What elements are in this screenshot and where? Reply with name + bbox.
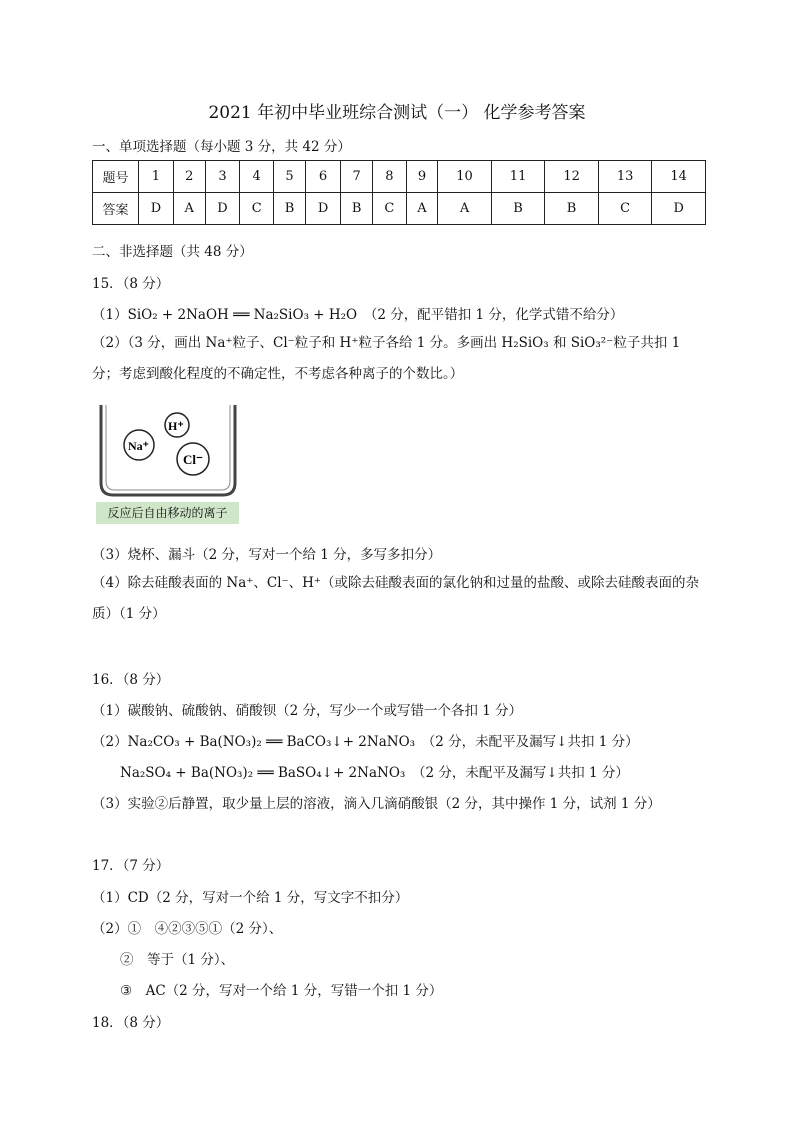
- q15-part4: （4）除去硅酸表面的 Na⁺、Cl⁻、H⁺（或除去硅酸表面的氯化钠和过量的盐酸、或除去硅酸表面的杂质）（1 分）: [92, 575, 700, 622]
- number-row: [93, 161, 706, 193]
- table-cell: 5: [273, 161, 305, 193]
- hydrogen-ion-label: H⁺: [168, 419, 184, 433]
- table-cell: D: [205, 193, 240, 225]
- row-label: 题号: [93, 161, 139, 193]
- table-cell: 7: [340, 161, 372, 193]
- sodium-ion-label: Na⁺: [128, 439, 149, 453]
- q17-part1: （1）CD（2 分，写对一个给 1 分，写文字不扣分）: [92, 890, 409, 906]
- table-cell: B: [491, 193, 545, 225]
- table-cell: 8: [373, 161, 406, 193]
- beaker-caption: 反应后自由移动的离子: [96, 502, 239, 524]
- q15-part3: （3）烧杯、漏斗（2 分，写对一个给 1 分，多写多扣分）: [92, 547, 442, 563]
- q15-part1: （1）SiO₂ + 2NaOH ══ Na₂SiO₃ + H₂O （2 分，配平错扣 1 分，化学式错不给分）: [92, 307, 624, 323]
- table-cell: A: [438, 193, 492, 225]
- table-cell: 4: [240, 161, 273, 193]
- q17-heading: 17．（7 分）: [92, 858, 170, 874]
- table-cell: 12: [545, 161, 599, 193]
- table-cell: 3: [205, 161, 240, 193]
- table-cell: 9: [406, 161, 438, 193]
- table-cell: A: [173, 193, 205, 225]
- table-cell: C: [373, 193, 406, 225]
- q16-part2b: Na₂SO₄ + Ba(NO₃)₂ ══ BaSO₄↓+ 2NaNO₃ （2 分，未配平及漏写↓共扣 1 分）: [120, 765, 629, 781]
- table-cell: B: [273, 193, 305, 225]
- page-title: 2021 年初中毕业班综合测试（一） 化学参考答案: [208, 103, 586, 123]
- q16-part1: （1）碳酸钠、硫酸钠、硝酸钡（2 分，写少一个或写错一个各扣 1 分）: [92, 703, 523, 719]
- q16-part3: （3）实验②后静置，取少量上层的溶液，滴入几滴硝酸银（2 分，其中操作 1 分，试剂 1 分）: [92, 796, 661, 812]
- table-cell: B: [545, 193, 599, 225]
- q18-heading: 18．（8 分）: [92, 1015, 170, 1031]
- table-cell: D: [139, 193, 174, 225]
- table-cell: 13: [598, 161, 652, 193]
- table-cell: 1: [139, 161, 174, 193]
- answer-row: [93, 193, 706, 225]
- table-cell: C: [598, 193, 652, 225]
- row-label: 答案: [93, 193, 139, 225]
- chloride-ion-label: Cl⁻: [183, 452, 203, 467]
- table-cell: 14: [652, 161, 706, 193]
- q16-part2: （2）Na₂CO₃ + Ba(NO₃)₂ ══ BaCO₃↓+ 2NaNO₃ （2 分，未配平及漏写↓共扣 1 分）: [92, 734, 639, 750]
- q15-part2: （2）（3 分，画出 Na⁺粒子、Cl⁻粒子和 H⁺粒子各给 1 分。多画出 H₂SiO₃ 和 SiO₃²⁻粒子共扣 1 分；考虑到酸化程度的不确定性，不考虑各种离子的个数比。）: [92, 335, 681, 382]
- table-cell: D: [306, 193, 341, 225]
- q15-heading: 15．（8 分）: [92, 276, 170, 292]
- q16-heading: 16．（8 分）: [92, 672, 170, 688]
- table-cell: C: [240, 193, 273, 225]
- answer-table: [92, 160, 706, 225]
- table-cell: A: [406, 193, 438, 225]
- q17-part4: ③ AC（2 分，写对一个给 1 分，写错一个扣 1 分）: [120, 983, 443, 999]
- q17-part2: （2）① ④②③⑤①（2 分）、: [92, 921, 283, 937]
- table-cell: B: [340, 193, 372, 225]
- section1-heading: 一、单项选择题（每小题 3 分，共 42 分）: [92, 139, 351, 155]
- table-cell: 2: [173, 161, 205, 193]
- q17-part3: ② 等于（1 分）、: [120, 952, 235, 968]
- table-cell: D: [652, 193, 706, 225]
- table-cell: 6: [306, 161, 341, 193]
- table-cell: 10: [438, 161, 492, 193]
- table-cell: 11: [491, 161, 545, 193]
- section2-heading: 二、非选择题（共 48 分）: [92, 244, 253, 260]
